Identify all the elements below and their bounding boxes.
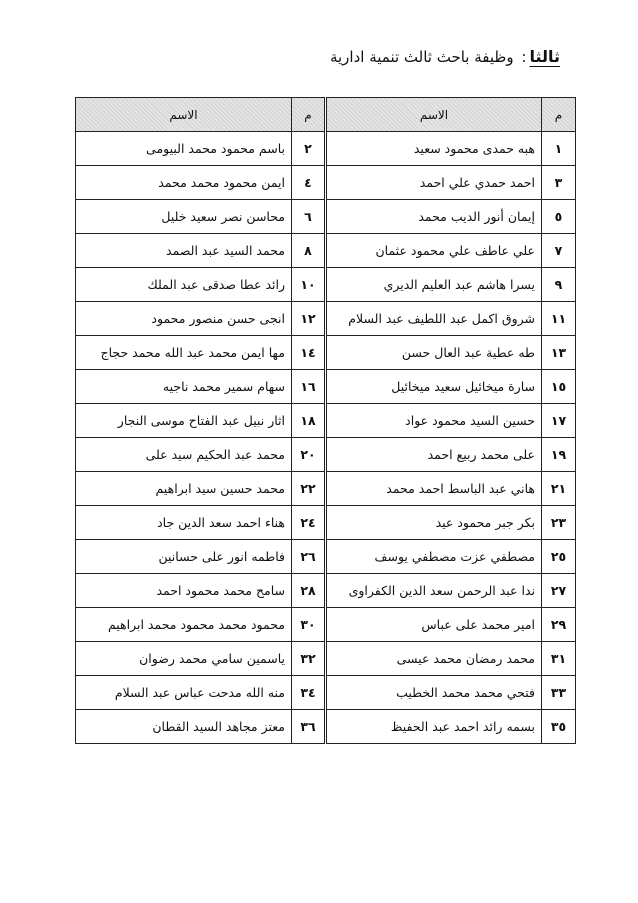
table-row xyxy=(76,472,576,506)
row-number: ٤ xyxy=(292,166,326,200)
table-row xyxy=(76,166,576,200)
row-number: ٨ xyxy=(292,234,326,268)
row-number: ١٢ xyxy=(292,302,326,336)
names-table xyxy=(75,97,576,744)
row-name: شروق اكمل عبد اللطيف عبد السلام xyxy=(326,302,542,336)
row-number: ٩ xyxy=(542,268,576,302)
table-row xyxy=(76,506,576,540)
row-name: بكر جبر محمود عيد xyxy=(326,506,542,540)
row-name: محمد السيد عبد الصمد xyxy=(76,234,292,268)
row-name: اثار نبيل عبد الفتاح موسى النجار xyxy=(76,404,292,438)
row-name: محمد عبد الحكيم سيد على xyxy=(76,438,292,472)
row-name: باسم محمود محمد البيومى xyxy=(76,132,292,166)
row-name: على محمد ربيع احمد xyxy=(326,438,542,472)
row-number: ٢٣ xyxy=(542,506,576,540)
row-name: ياسمين سامي محمد رضوان xyxy=(76,642,292,676)
row-number: ٢٥ xyxy=(542,540,576,574)
table-header-row xyxy=(76,98,576,132)
table-row xyxy=(76,438,576,472)
table-row xyxy=(76,676,576,710)
row-number: ٢٠ xyxy=(292,438,326,472)
row-number: ٣ xyxy=(542,166,576,200)
row-number: ١٣ xyxy=(542,336,576,370)
heading-lead: ثالثا xyxy=(529,47,560,66)
row-name: هبه حمدى محمود سعيد xyxy=(326,132,542,166)
row-number: ٦ xyxy=(292,200,326,234)
header-name-left: الاسم xyxy=(76,98,292,132)
row-number: ٢١ xyxy=(542,472,576,506)
row-number: ٢٤ xyxy=(292,506,326,540)
table-row xyxy=(76,302,576,336)
row-number: ١٤ xyxy=(292,336,326,370)
table-row xyxy=(76,642,576,676)
row-name: محمود محمد محمود محمد ابراهيم xyxy=(76,608,292,642)
row-name: هاني عبد الباسط احمد محمد xyxy=(326,472,542,506)
row-number: ٣٢ xyxy=(292,642,326,676)
row-name: ندا عبد الرحمن سعد الدين الكفراوى xyxy=(326,574,542,608)
row-number: ٣٦ xyxy=(292,710,326,744)
table-row xyxy=(76,234,576,268)
row-name: إيمان أنور الديب محمد xyxy=(326,200,542,234)
heading-separator: : xyxy=(521,48,527,66)
header-num-right: م xyxy=(542,98,576,132)
table-row xyxy=(76,370,576,404)
section-heading xyxy=(330,47,560,66)
row-name: فتحي محمد محمد الخطيب xyxy=(326,676,542,710)
row-number: ٣١ xyxy=(542,642,576,676)
row-number: ١٠ xyxy=(292,268,326,302)
row-name: هناء احمد سعد الدين جاد xyxy=(76,506,292,540)
row-number: ١٦ xyxy=(292,370,326,404)
row-number: ٣٣ xyxy=(542,676,576,710)
row-name: يسرا هاشم عبد العليم الديري xyxy=(326,268,542,302)
heading-text: وظيفة باحث ثالث تنمية ادارية xyxy=(329,48,514,66)
row-number: ٢٨ xyxy=(292,574,326,608)
row-number: ٣٤ xyxy=(292,676,326,710)
table-row xyxy=(76,132,576,166)
row-name: احمد حمدي علي احمد xyxy=(326,166,542,200)
row-name: ايمن محمود محمد محمد xyxy=(76,166,292,200)
table-row xyxy=(76,336,576,370)
row-name: محمد رمضان محمد عيسى xyxy=(326,642,542,676)
row-name: طه عطية عبد العال حسن xyxy=(326,336,542,370)
row-number: ١ xyxy=(542,132,576,166)
table-row xyxy=(76,574,576,608)
row-name: منه الله مدحت عباس عبد السلام xyxy=(76,676,292,710)
row-name: حسين السيد محمود عواد xyxy=(326,404,542,438)
row-name: سهام سمير محمد ناجيه xyxy=(76,370,292,404)
row-number: ١٩ xyxy=(542,438,576,472)
row-name: امير محمد على عباس xyxy=(326,608,542,642)
row-name: انجى حسن منصور محمود xyxy=(76,302,292,336)
header-num-left: م xyxy=(292,98,326,132)
row-name: سارة ميخائيل سعيد ميخائيل xyxy=(326,370,542,404)
row-name: بسمه رائد احمد عبد الحفيظ xyxy=(326,710,542,744)
row-number: ٣٥ xyxy=(542,710,576,744)
row-number: ٢ xyxy=(292,132,326,166)
row-number: ٢٢ xyxy=(292,472,326,506)
table-row xyxy=(76,540,576,574)
row-name: معتز مجاهد السيد القطان xyxy=(76,710,292,744)
table-row xyxy=(76,404,576,438)
row-name: مها ايمن محمد عبد الله محمد حجاج xyxy=(76,336,292,370)
row-number: ٢٩ xyxy=(542,608,576,642)
header-name-right: الاسم xyxy=(326,98,542,132)
row-number: ١٧ xyxy=(542,404,576,438)
row-number: ١٨ xyxy=(292,404,326,438)
row-name: رائد عطا صدقى عبد الملك xyxy=(76,268,292,302)
row-name: محمد حسين سيد ابراهيم xyxy=(76,472,292,506)
row-number: ١١ xyxy=(542,302,576,336)
row-name: محاسن نصر سعيد خليل xyxy=(76,200,292,234)
row-number: ٥ xyxy=(542,200,576,234)
row-number: ١٥ xyxy=(542,370,576,404)
table-row xyxy=(76,268,576,302)
table-row xyxy=(76,710,576,744)
row-name: فاطمه انور على حسانين xyxy=(76,540,292,574)
row-number: ٢٦ xyxy=(292,540,326,574)
row-name: علي عاطف علي محمود عثمان xyxy=(326,234,542,268)
row-name: سامح محمد محمود احمد xyxy=(76,574,292,608)
table-row xyxy=(76,200,576,234)
row-number: ٢٧ xyxy=(542,574,576,608)
row-name: مصطفي عزت مصطفي يوسف xyxy=(326,540,542,574)
table-row xyxy=(76,608,576,642)
row-number: ٣٠ xyxy=(292,608,326,642)
row-number: ٧ xyxy=(542,234,576,268)
